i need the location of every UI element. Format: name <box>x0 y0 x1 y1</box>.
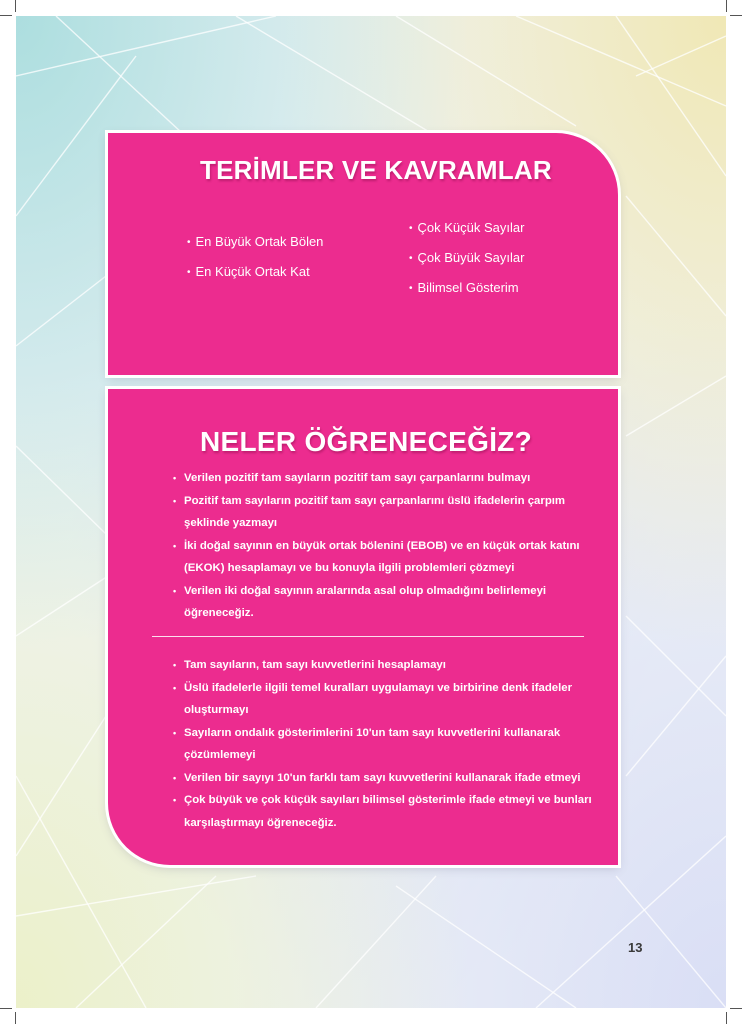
goals-card <box>108 389 618 865</box>
goals-title: NELER ÖĞRENECEĞİZ? <box>200 426 533 457</box>
terms-card <box>108 133 618 375</box>
goal-item: • İki doğal sayının en büyük ortak bölenini (EBOB) ve en küçük ortak katını (EKOK) hesaplamayı ve bu konuyla ilgili problemleri çözmeyi <box>173 535 603 580</box>
goal-item: • Verilen bir sayıyı 10'un farklı tam sayı kuvvetlerini kullanarak ifade etmeyi <box>173 767 603 790</box>
term-item: • Bilimsel Gösterim <box>409 273 524 303</box>
page-number: 13 <box>628 940 643 955</box>
goal-item: • Çok büyük ve çok küçük sayıları bilimsel gösterimle ifade etmeyi ve bunları karşılaştırmayı öğreneceğiz. <box>173 789 603 834</box>
terms-list-left <box>187 227 323 287</box>
goal-item: • Verilen pozitif tam sayıların pozitif tam sayı çarpanlarını bulmayı <box>173 467 603 490</box>
goal-item: • Tam sayıların, tam sayı kuvvetlerini hesaplamayı <box>173 654 603 677</box>
term-item: • Çok Küçük Sayılar <box>409 213 524 243</box>
crop-mark <box>0 1008 12 1009</box>
term-item: • En Büyük Ortak Bölen <box>187 227 323 257</box>
crop-mark <box>730 15 742 16</box>
terms-list-right <box>409 213 524 303</box>
goals-list-part1 <box>173 467 603 625</box>
goal-item: • Verilen iki doğal sayının aralarında asal olup olmadığını belirlemeyi öğreneceğiz. <box>173 580 603 625</box>
term-item: • En Küçük Ortak Kat <box>187 257 323 287</box>
terms-title: TERİMLER VE KAVRAMLAR <box>200 155 552 185</box>
goal-item: • Sayıların ondalık gösterimlerini 10'un tam sayı kuvvetlerini kullanarak çözümlemeyi <box>173 722 603 767</box>
section-divider <box>152 636 584 637</box>
term-item: • Çok Büyük Sayılar <box>409 243 524 273</box>
goal-item: • Pozitif tam sayıların pozitif tam sayı çarpanlarını üslü ifadelerin çarpım şeklinde yazmayı <box>173 490 603 535</box>
crop-mark <box>15 0 16 12</box>
crop-mark <box>726 0 727 12</box>
crop-mark <box>726 1012 727 1024</box>
goals-list-part2 <box>173 654 603 834</box>
crop-mark <box>15 1012 16 1024</box>
goal-item: • Üslü ifadelerle ilgili temel kuralları uygulamayı ve birbirine denk ifadeler oluşturmayı <box>173 677 603 722</box>
crop-mark <box>730 1008 742 1009</box>
crop-mark <box>0 15 12 16</box>
